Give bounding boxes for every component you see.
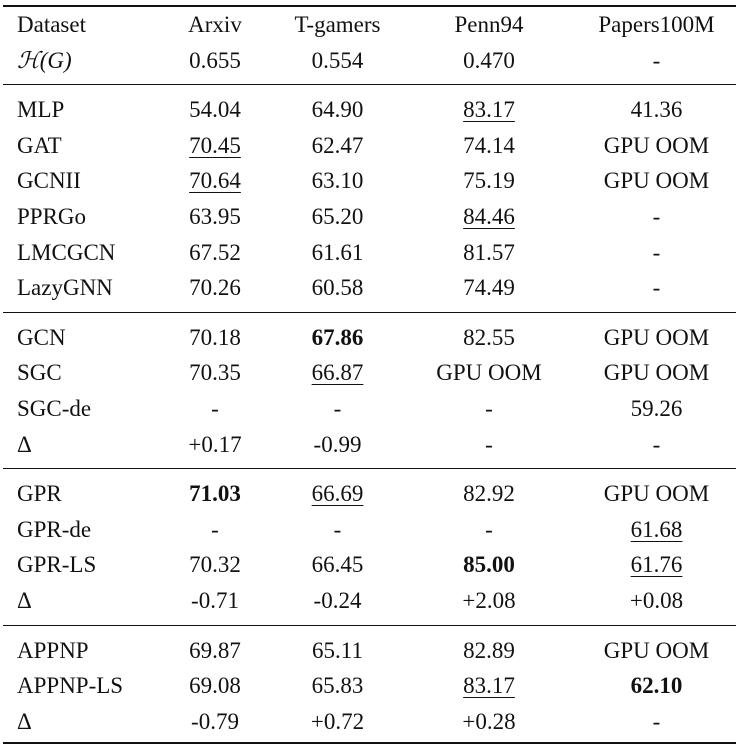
result-cell — [401, 668, 577, 704]
table-row — [3, 625, 736, 668]
result-cell — [577, 270, 736, 312]
result-value: GPU OOM — [603, 360, 710, 386]
result-cell — [274, 469, 401, 512]
result-cell — [274, 583, 401, 625]
header-dataset-label: Dataset — [3, 6, 156, 43]
header-dataset-arxiv: Arxiv — [156, 6, 274, 43]
result-cell — [401, 312, 577, 355]
result-cell — [156, 128, 274, 164]
result-value: 82.92 — [463, 481, 515, 507]
header-row-homophily — [3, 43, 736, 85]
result-value: - — [211, 395, 219, 421]
header-dataset-papers100m: Papers100M — [577, 6, 736, 43]
result-value: +2.08 — [462, 587, 516, 613]
method-name: GCN — [3, 312, 156, 355]
table-row — [3, 704, 736, 744]
table-row — [3, 235, 736, 271]
result-cell — [156, 270, 274, 312]
method-name: LazyGNN — [17, 275, 113, 301]
result-value: - — [652, 203, 661, 229]
method-name: Δ — [3, 704, 156, 744]
table-row — [3, 355, 736, 391]
result-value: 66.45 — [311, 552, 364, 578]
result-cell — [156, 235, 274, 271]
result-value: +0.17 — [188, 431, 242, 457]
result-cell — [401, 427, 577, 469]
result-value: GPU OOM — [603, 324, 710, 350]
result-value: 69.08 — [189, 673, 241, 699]
result-cell — [274, 312, 401, 355]
result-cell — [274, 547, 401, 583]
homophily-value: 0.470 — [463, 47, 515, 73]
result-cell — [577, 199, 736, 235]
table-row — [3, 270, 736, 312]
result-cell — [274, 163, 401, 199]
result-value: +0.08 — [629, 587, 684, 613]
result-cell — [156, 625, 274, 668]
result-cell — [577, 355, 736, 391]
homophily-label: ℋ(G) — [17, 47, 72, 73]
result-value: - — [485, 395, 493, 421]
result-value: 83.17 — [463, 97, 515, 123]
result-value: - — [211, 516, 219, 542]
result-cell — [401, 547, 577, 583]
result-cell — [274, 235, 401, 271]
result-cell — [401, 163, 577, 199]
result-cell — [577, 85, 736, 128]
result-cell — [577, 547, 736, 583]
result-cell — [156, 163, 274, 199]
result-value: - — [652, 275, 661, 301]
method-name: APPNP-LS — [17, 673, 124, 699]
result-value: GPU OOM — [603, 132, 710, 158]
result-cell — [156, 512, 274, 548]
result-value: -0.79 — [191, 708, 239, 734]
header-row-datasets — [3, 6, 736, 43]
result-value: 67.52 — [189, 239, 241, 265]
result-value: -0.99 — [313, 431, 362, 457]
result-cell — [274, 512, 401, 548]
result-value: 61.61 — [311, 239, 364, 265]
result-value: 70.26 — [189, 275, 241, 301]
method-name: GAT — [17, 132, 62, 158]
method-name: GPR — [3, 469, 156, 512]
table-row — [3, 163, 736, 199]
result-value: 66.87 — [311, 360, 364, 386]
result-cell — [577, 128, 736, 164]
table-row — [3, 512, 736, 548]
result-value: 85.00 — [463, 552, 515, 578]
result-cell — [577, 704, 736, 744]
result-value: -0.71 — [191, 587, 239, 613]
result-value: GPU OOM — [603, 637, 710, 663]
result-cell — [401, 469, 577, 512]
result-cell — [577, 668, 736, 704]
result-value: - — [652, 239, 661, 265]
result-value: 62.47 — [311, 132, 364, 158]
header-dataset-penn94: Penn94 — [401, 6, 577, 43]
result-cell — [274, 199, 401, 235]
result-cell — [156, 704, 274, 744]
result-value: 70.35 — [189, 360, 241, 386]
table-row — [3, 427, 736, 469]
result-value: 64.90 — [311, 97, 364, 123]
result-cell — [156, 355, 274, 391]
result-cell — [156, 547, 274, 583]
result-cell — [401, 235, 577, 271]
result-value: GPU OOM — [603, 481, 710, 507]
header-dataset-tgamers: T-gamers — [274, 6, 401, 43]
method-name: SGC — [17, 360, 62, 386]
result-cell — [274, 85, 401, 128]
table-row — [3, 199, 736, 235]
table-row — [3, 583, 736, 625]
result-value: - — [333, 395, 342, 421]
result-cell — [274, 355, 401, 391]
result-value: 70.32 — [189, 552, 241, 578]
result-value: 82.89 — [463, 637, 515, 663]
result-value: 67.86 — [311, 324, 364, 350]
table-row — [3, 668, 736, 704]
result-cell — [401, 85, 577, 128]
result-cell — [156, 427, 274, 469]
results-table — [3, 5, 736, 744]
result-cell — [274, 128, 401, 164]
result-cell — [274, 704, 401, 744]
method-name: GPR-de — [17, 516, 92, 542]
result-value: 60.58 — [311, 275, 364, 301]
table-row — [3, 547, 736, 583]
method-name: PPRGo — [17, 203, 87, 229]
method-name: GPR-LS — [17, 552, 97, 578]
method-name: APPNP — [3, 625, 156, 668]
result-value: 71.03 — [189, 481, 241, 507]
result-cell — [274, 427, 401, 469]
result-cell — [156, 85, 274, 128]
result-cell — [577, 312, 736, 355]
table-row — [3, 85, 736, 128]
result-cell — [401, 270, 577, 312]
result-value: 59.26 — [630, 395, 683, 421]
table-row — [3, 469, 736, 512]
method-name: Δ — [17, 431, 32, 457]
homophily-value: 0.655 — [189, 47, 241, 73]
homophily-value: 0.554 — [311, 47, 364, 73]
result-cell — [577, 469, 736, 512]
result-cell — [577, 391, 736, 427]
result-cell — [274, 270, 401, 312]
result-value: +0.28 — [462, 708, 516, 734]
result-cell — [577, 235, 736, 271]
result-cell — [156, 583, 274, 625]
result-cell — [401, 583, 577, 625]
result-value: 75.19 — [463, 168, 515, 194]
result-value: 83.17 — [463, 673, 515, 699]
result-cell — [156, 312, 274, 355]
result-value: 65.20 — [311, 203, 364, 229]
result-value: 70.64 — [189, 168, 241, 194]
result-cell — [274, 668, 401, 704]
result-cell — [274, 391, 401, 427]
result-value: 69.87 — [189, 637, 241, 663]
result-value: 70.45 — [189, 132, 241, 158]
table-body — [3, 85, 736, 744]
result-cell — [577, 583, 736, 625]
result-cell — [577, 512, 736, 548]
result-cell — [401, 391, 577, 427]
result-value: 66.69 — [311, 481, 364, 507]
result-value: 61.68 — [630, 516, 683, 542]
result-value: -0.24 — [313, 587, 362, 613]
result-value: GPU OOM — [603, 168, 710, 194]
result-value: 70.18 — [189, 324, 241, 350]
result-cell — [156, 668, 274, 704]
method-name: LMCGCN — [17, 239, 116, 265]
result-value: 74.49 — [463, 275, 515, 301]
table-header — [3, 6, 736, 85]
table-row — [3, 128, 736, 164]
result-value: +0.72 — [310, 708, 365, 734]
result-cell — [401, 625, 577, 668]
result-value: 63.10 — [311, 168, 364, 194]
result-cell — [577, 427, 736, 469]
result-cell — [401, 355, 577, 391]
result-value: 74.14 — [463, 132, 515, 158]
result-cell — [274, 625, 401, 668]
homophily-value: - — [652, 47, 661, 73]
result-cell — [401, 704, 577, 744]
result-value: 65.83 — [311, 673, 364, 699]
result-cell — [577, 163, 736, 199]
result-cell — [401, 199, 577, 235]
result-value: 82.55 — [463, 324, 515, 350]
method-name: Δ — [17, 587, 32, 613]
result-value: - — [652, 708, 661, 734]
result-value: 84.46 — [463, 203, 515, 229]
result-value: GPU OOM — [436, 360, 542, 386]
method-name: MLP — [3, 85, 156, 128]
result-value: 62.10 — [630, 673, 683, 699]
result-value: - — [652, 431, 661, 457]
result-cell — [401, 512, 577, 548]
result-value: 63.95 — [189, 203, 241, 229]
method-name: SGC-de — [17, 395, 92, 421]
result-value: 54.04 — [189, 97, 241, 123]
result-value: - — [485, 431, 493, 457]
result-cell — [156, 391, 274, 427]
result-cell — [577, 625, 736, 668]
table-row — [3, 312, 736, 355]
result-cell — [156, 199, 274, 235]
method-name: GCNII — [17, 168, 81, 194]
result-value: 61.76 — [630, 552, 683, 578]
result-value: 65.11 — [312, 637, 363, 663]
result-value: - — [485, 516, 493, 542]
result-value: - — [333, 516, 342, 542]
result-cell — [401, 128, 577, 164]
result-cell — [156, 469, 274, 512]
result-value: 81.57 — [463, 239, 515, 265]
table-row — [3, 391, 736, 427]
result-value: 41.36 — [630, 97, 683, 123]
